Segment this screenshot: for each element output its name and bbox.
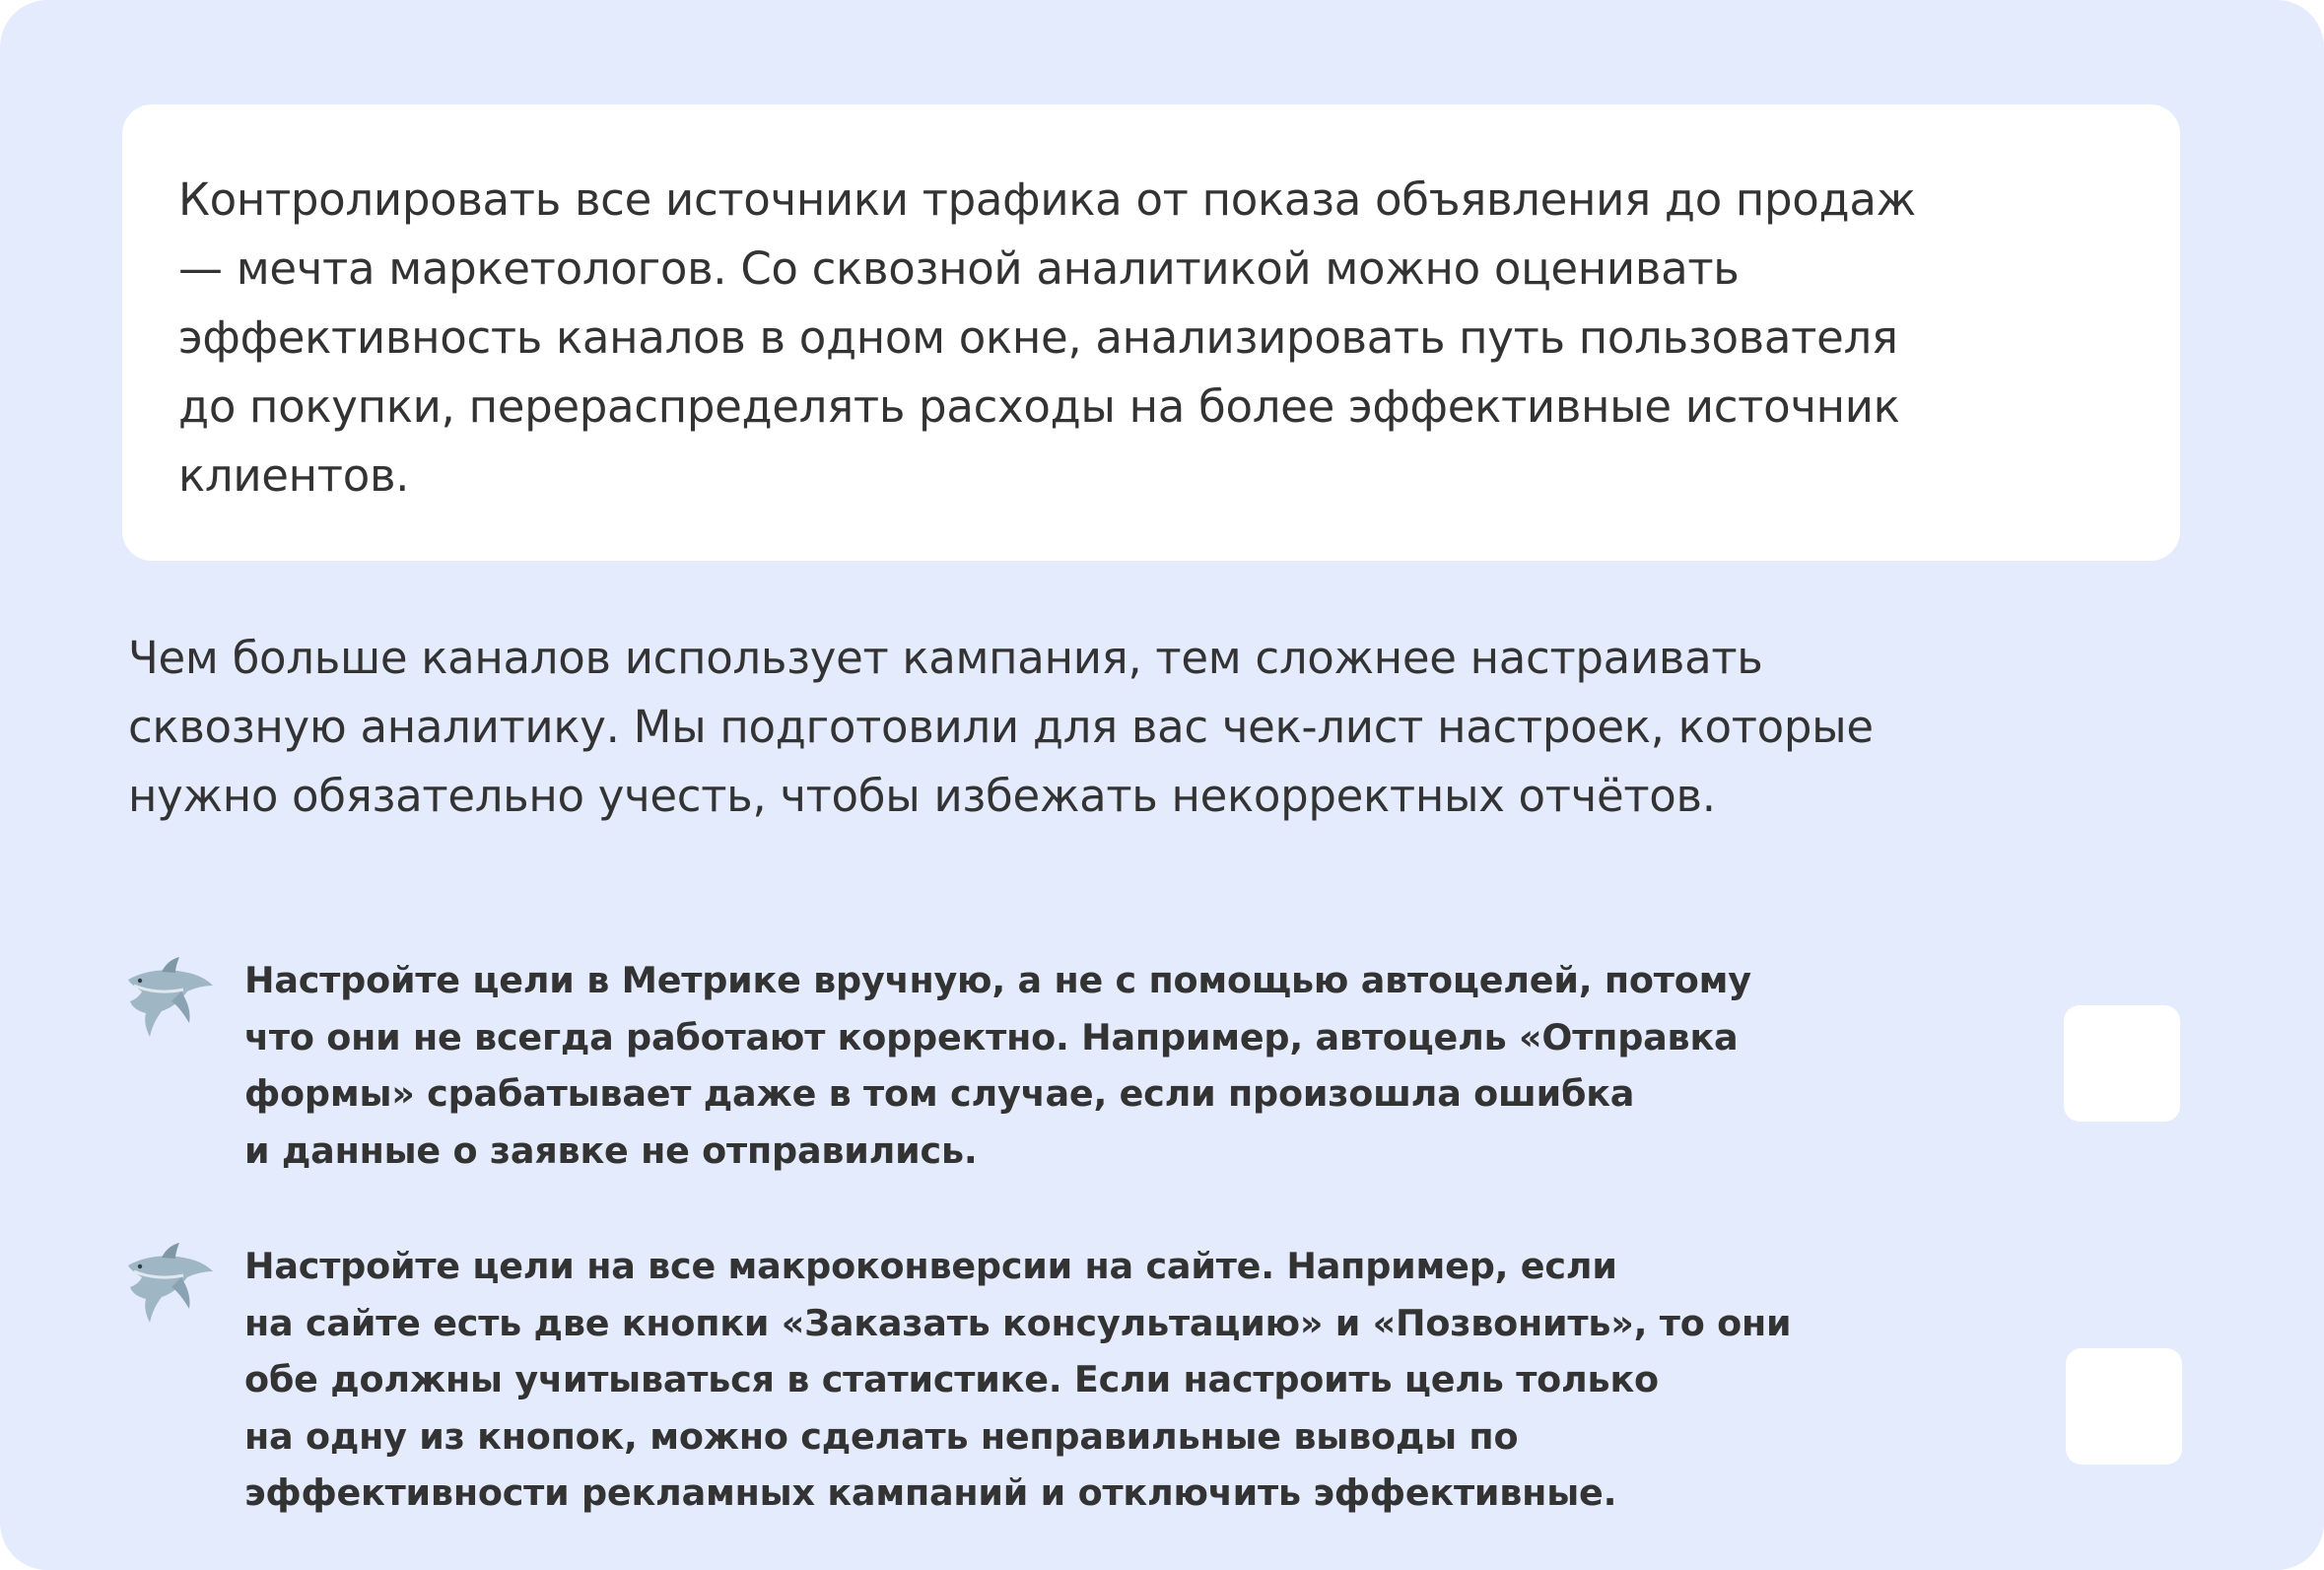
item-line: на сайте есть две кнопки «Заказать консультацию» и «Позвонить», то они (244, 1301, 1792, 1344)
quote-card (122, 104, 2180, 561)
quote-line: Контролировать все источники трафика от показа объявления до продаж (178, 173, 1916, 226)
intro-text (128, 624, 2198, 831)
item-line: Настройте цели на все макроконверсии на сайте. Например, если (244, 1245, 1617, 1287)
checklist-item-text (244, 952, 2018, 1179)
item-line: обе должны учитываться в статистике. Если настроить цель только (244, 1358, 1659, 1400)
shark-icon (122, 956, 217, 1047)
item-line: на одну из кнопок, можно сделать неправильные выводы по (244, 1414, 1519, 1458)
item-line: Настройте цели в Метрике вручную, а не с помощью автоцелей, потому (244, 959, 1751, 1001)
intro-line: Чем больше каналов использует кампания, тем сложнее настраивать (128, 632, 1763, 684)
quote-text (178, 166, 2125, 511)
shark-icon (122, 1242, 217, 1332)
quote-line: клиентов. (178, 449, 410, 502)
checklist-checkbox[interactable] (2066, 1348, 2182, 1465)
item-line: эффективности рекламных кампаний и отключить эффективные. (244, 1471, 1617, 1514)
checklist-item-text (244, 1238, 2018, 1522)
item-line: что они не всегда работают корректно. Например, автоцель «Отправка (244, 1015, 1739, 1058)
item-line: и данные о заявке не отправились. (244, 1128, 978, 1172)
checklist-checkbox[interactable] (2064, 1005, 2180, 1122)
intro-line: сквозную аналитику. Мы подготовили для вас чек-лист настроек, которые (128, 701, 1874, 753)
intro-line: нужно обязательно учесть, чтобы избежать некорректных отчётов. (128, 770, 1716, 822)
item-line: формы» срабатывает даже в том случае, если произошла ошибка (244, 1072, 1635, 1115)
quote-line: до покупки, перераспределять расходы на более эффективные источник (178, 380, 1900, 433)
quote-line: эффективность каналов в одном окне, анализировать путь пользователя (178, 311, 1898, 364)
quote-line: — мечта маркетологов. Со сквозной аналитикой можно оценивать (178, 242, 1740, 295)
